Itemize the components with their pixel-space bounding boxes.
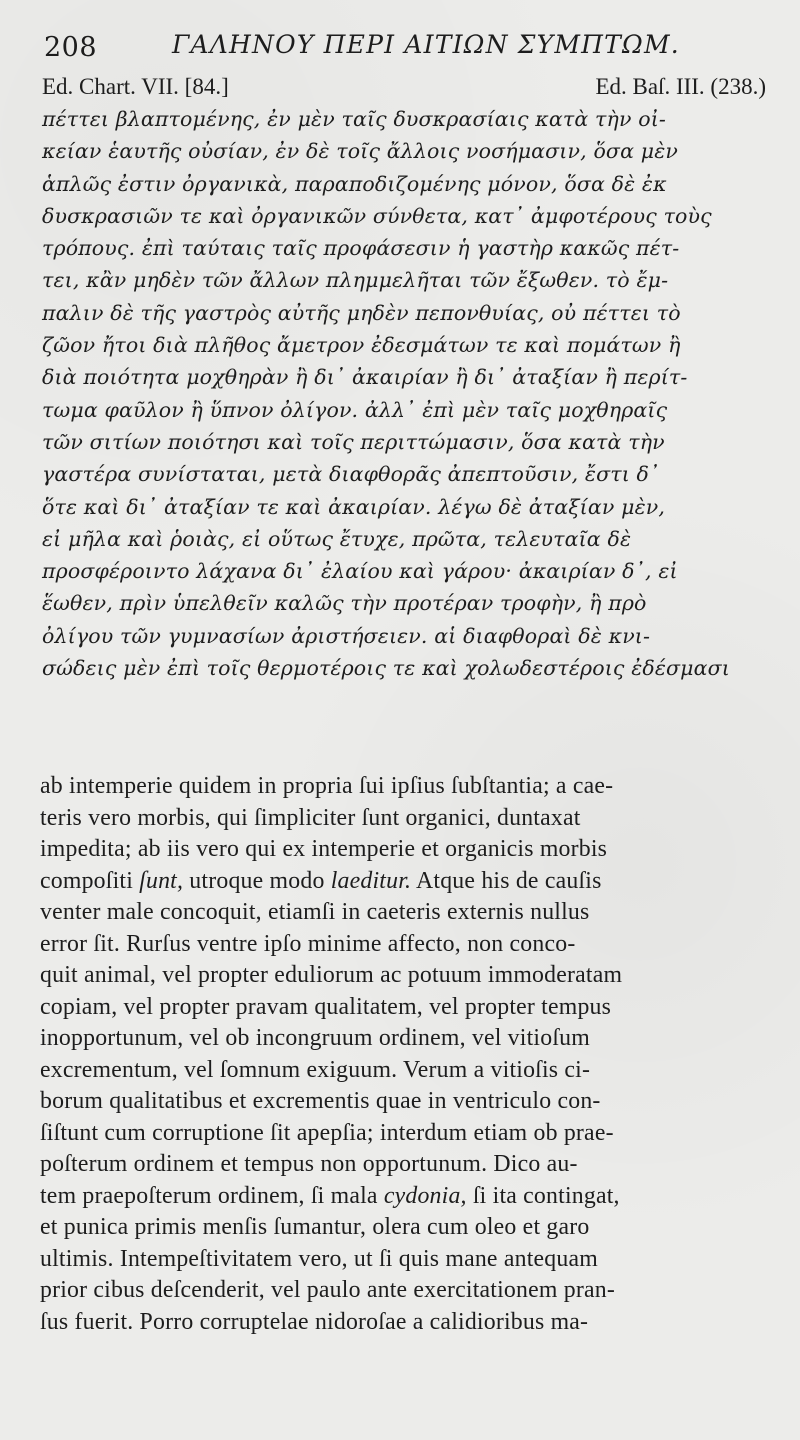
greek-text-line: σώδεις μὲν ἐπὶ τοῖς θερμοτέροις τε καὶ χολωδεστέροις ἐδέσμασι <box>42 656 730 681</box>
greek-text-line: προσφέροιντο λάχανα δι᾽ ἐλαίου καὶ γάρου· ἀκαιρίαν δ᾽, εἰ <box>42 559 678 584</box>
latin-italic-segment: ſunt, <box>139 867 184 894</box>
latin-text-segment: tem praepoſterum ordinem, ſi mala <box>40 1182 384 1209</box>
greek-text-line: κείαν ἑαυτῆς οὐσίαν, ἐν δὲ τοῖς ἄλλοις νοσήμασιν, ὅσα μὲν <box>42 139 678 164</box>
latin-text-line <box>40 803 768 835</box>
latin-text-segment: quit animal, vel propter eduliorum ac potuum immoderatam <box>40 962 623 988</box>
latin-text-segment: ſus fuerit. Porro corruptelae nidoroſae a calidioribus ma- <box>40 1308 589 1335</box>
latin-text-line <box>40 1086 768 1118</box>
greek-text-line: διὰ ποιότητα μοχθηρὰν ἢ δι᾽ ἀκαιρίαν ἢ δι᾽ ἀταξίαν ἢ περίτ- <box>42 365 688 390</box>
latin-text-segment: impedita; ab iis vero qui ex intemperie et organicis morbis <box>40 836 608 862</box>
greek-text-line: εἰ μῆλα καὶ ῥοιὰς, εἰ οὕτως ἔτυχε, πρῶτα, τελευταῖα δὲ <box>42 526 632 551</box>
latin-text-line <box>40 992 768 1024</box>
latin-text-segment: inopportunum, vel ob incongruum ordinem, vel vitioſum <box>40 1025 590 1051</box>
latin-text-segment: venter male concoquit, etiamſi in caeteris externis nullus <box>40 899 590 925</box>
latin-italic-segment: cydonia, <box>383 1182 467 1209</box>
latin-text-segment: prior cibus deſcenderit, vel paulo ante exercitationem pran- <box>40 1277 615 1303</box>
latin-text-line <box>40 1181 768 1213</box>
greek-text-line: ὅτε καὶ δι᾽ ἀταξίαν τε καὶ ἀκαιρίαν. λέγω δὲ ἀταξίαν μὲν, <box>42 494 666 519</box>
greek-text-line: γαστέρα συνίσταται, μετὰ διαφθορᾶς ἀπεπτοῦσιν, ἔστι δ᾽ <box>42 462 660 487</box>
running-head <box>44 28 764 64</box>
greek-text-line: ὀλίγου τῶν γυμνασίων ἀριστήσειεν. αἱ διαφθοραὶ δὲ κνι- <box>42 623 651 648</box>
latin-text-segment: teris vero morbis, qui ſimpliciter ſunt organici, duntaxat <box>40 804 581 831</box>
greek-text-line: τῶν σιτίων ποιότησι καὶ τοῖς περιττώμασιν, ὅσα κατὰ τὴν <box>42 429 665 454</box>
latin-text-line <box>40 960 768 992</box>
latin-text-segment: borum qualitatibus et excrementis quae in ventriculo con- <box>40 1088 601 1114</box>
latin-text-segment: compoſiti <box>40 867 140 894</box>
greek-text-line: πέττει βλαπτομένης, ἐν μὲν ταῖς δυσκρασίαις κατὰ τὴν οἰ- <box>42 107 666 131</box>
latin-text-line <box>40 771 768 803</box>
latin-text-line <box>40 929 768 961</box>
edition-basel-ref: Ed. Baſ. III. (238.) <box>595 74 766 99</box>
latin-text-line <box>40 1023 768 1055</box>
latin-text-segment: ſiſtunt cum corruptione ſit apepſia; interdum etiam ob prae- <box>40 1119 614 1146</box>
latin-text-segment: excrementum, vel ſomnum exiguum. Verum a vitioſis ci- <box>40 1056 591 1083</box>
greek-text-line: δυσκρασιῶν τε καὶ ὀργανικῶν σύνθετα, κατ᾽ ἀμφοτέρους τοὺς <box>42 203 712 228</box>
latin-text-segment: et punica primis menſis ſumantur, olera cum oleo et garo <box>40 1214 590 1240</box>
latin-text-segment: ſi ita contingat, <box>466 1182 620 1209</box>
latin-text-line <box>40 897 768 929</box>
latin-text-segment: copiam, vel propter pravam qualitatem, vel propter tempus <box>40 993 612 1020</box>
latin-text-segment: Atque his de cauſis <box>411 867 602 894</box>
greek-text-line: τει, κἂν μηδὲν τῶν ἄλλων πλημμελῆται τῶν ἔξωθεν. τὸ ἔμ- <box>42 268 669 293</box>
latin-text-segment: poſterum ordinem et tempus non opportunum. Dico au- <box>40 1151 578 1177</box>
latin-text-line <box>40 1244 768 1276</box>
latin-text-segment: ab intemperie quidem in propria ſui ipſius ſubſtantia; a cae- <box>40 773 614 799</box>
greek-text-line: ἁπλῶς ἐστιν ὀργανικὰ, παραποδιζομένης μόνον, ὅσα δὲ ἐκ <box>42 171 667 196</box>
latin-text-segment: ultimis. Intempeſtivitatem vero, ut ſi quis mane antequam <box>40 1245 598 1272</box>
latin-italic-segment: laeditur. <box>330 867 412 894</box>
latin-text-line <box>40 1149 768 1181</box>
latin-text-line <box>40 1118 768 1150</box>
greek-text-line: παλιν δὲ τῆς γαστρὸς αὐτῆς μηδὲν πεπονθυίας, οὐ πέττει τὸ <box>42 300 681 325</box>
latin-text-line <box>40 834 768 866</box>
latin-text-line <box>40 1212 768 1244</box>
greek-text-line: ἕωθεν, πρὶν ὑπελθεῖν καλῶς τὴν προτέραν τροφὴν, ἢ πρὸ <box>42 591 647 616</box>
running-title: ΓΑΛΗΝΟΥ ΠΕΡΙ ΑΙΤΙΩΝ ΣΥΜΠΤΩΜ. <box>172 30 680 59</box>
latin-text-line <box>40 866 768 898</box>
greek-text-column <box>42 103 766 684</box>
page-number: 208 <box>44 32 98 63</box>
latin-text-segment: error ſit. Rurſus ventre ipſo minime affecto, non conco- <box>40 930 576 957</box>
edition-references <box>42 74 766 102</box>
latin-text-line <box>40 1307 768 1339</box>
edition-chartier-ref: Ed. Chart. VII. [84.] <box>42 74 229 99</box>
latin-text-line <box>40 1275 768 1307</box>
greek-text-line: τωμα φαῦλον ἢ ὕπνον ὀλίγον. ἀλλ᾽ ἐπὶ μὲν ταῖς μοχθηραῖς <box>42 397 668 422</box>
greek-text-line: ζῶον ἤτοι διὰ πλῆθος ἄμετρον ἐδεσμάτων τε καὶ πομάτων ἢ <box>42 333 681 358</box>
greek-text-line: τρόπους. ἐπὶ ταύταις ταῖς προφάσεσιν ἡ γαστὴρ κακῶς πέτ- <box>42 236 680 261</box>
latin-text-segment: utroque modo <box>183 867 331 894</box>
latin-text-line <box>40 1055 768 1087</box>
latin-text-column <box>40 771 768 1338</box>
